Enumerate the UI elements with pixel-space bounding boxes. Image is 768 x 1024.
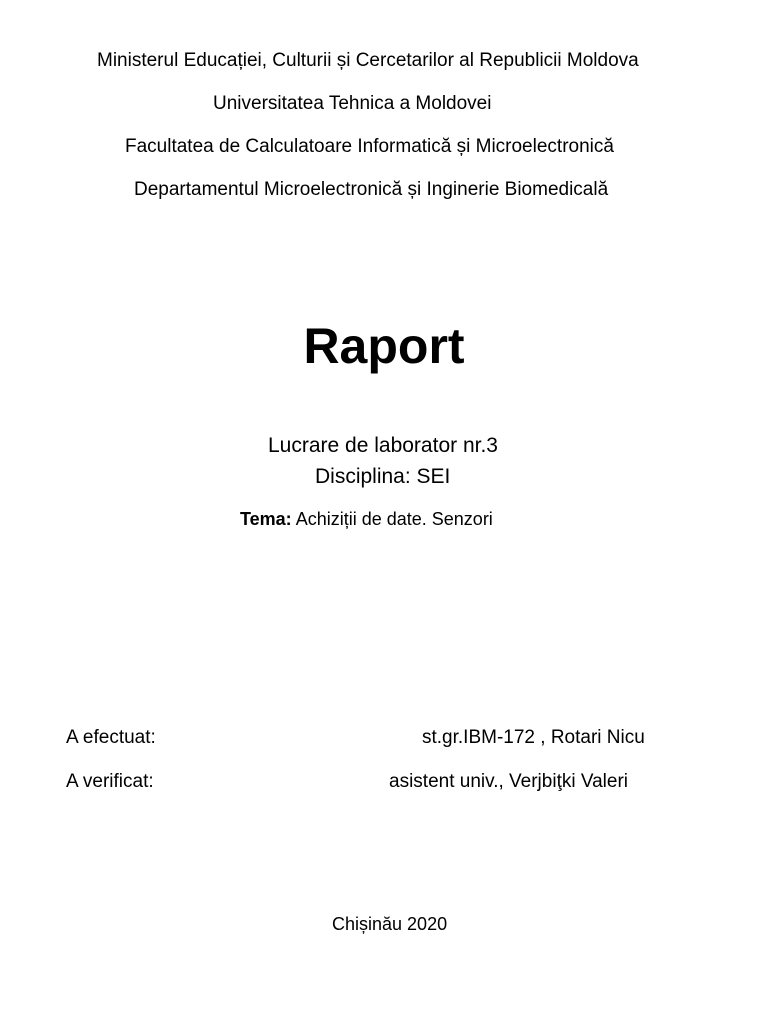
topic-line — [240, 507, 493, 531]
ministry-line: Ministerul Educației, Culturii și Cercetarilor al Republicii Moldova — [97, 50, 639, 71]
university-line: Universitatea Tehnica a Moldovei — [213, 93, 492, 114]
verified-by-label: A verificat: — [66, 771, 154, 792]
verified-by-value: asistent univ., Verjbiţki Valeri — [389, 771, 629, 792]
department-line: Departamentul Microelectronică și Inginerie Biomedicală — [134, 179, 609, 200]
performed-by-label: A efectuat: — [66, 727, 156, 748]
faculty-line: Facultatea de Calculatoare Informatică și Microelectronică — [125, 136, 614, 157]
performed-by-value: st.gr.IBM-172 , Rotari Nicu — [422, 727, 645, 748]
topic-label: Tema: — [240, 509, 292, 529]
city-year: Chișinău 2020 — [332, 914, 448, 934]
lab-work-line: Lucrare de laborator nr.3 — [268, 434, 498, 457]
document-title: Raport — [303, 318, 465, 374]
topic-value: Achiziții de date. Senzori — [295, 509, 493, 529]
discipline-line: Disciplina: SEI — [315, 465, 451, 488]
